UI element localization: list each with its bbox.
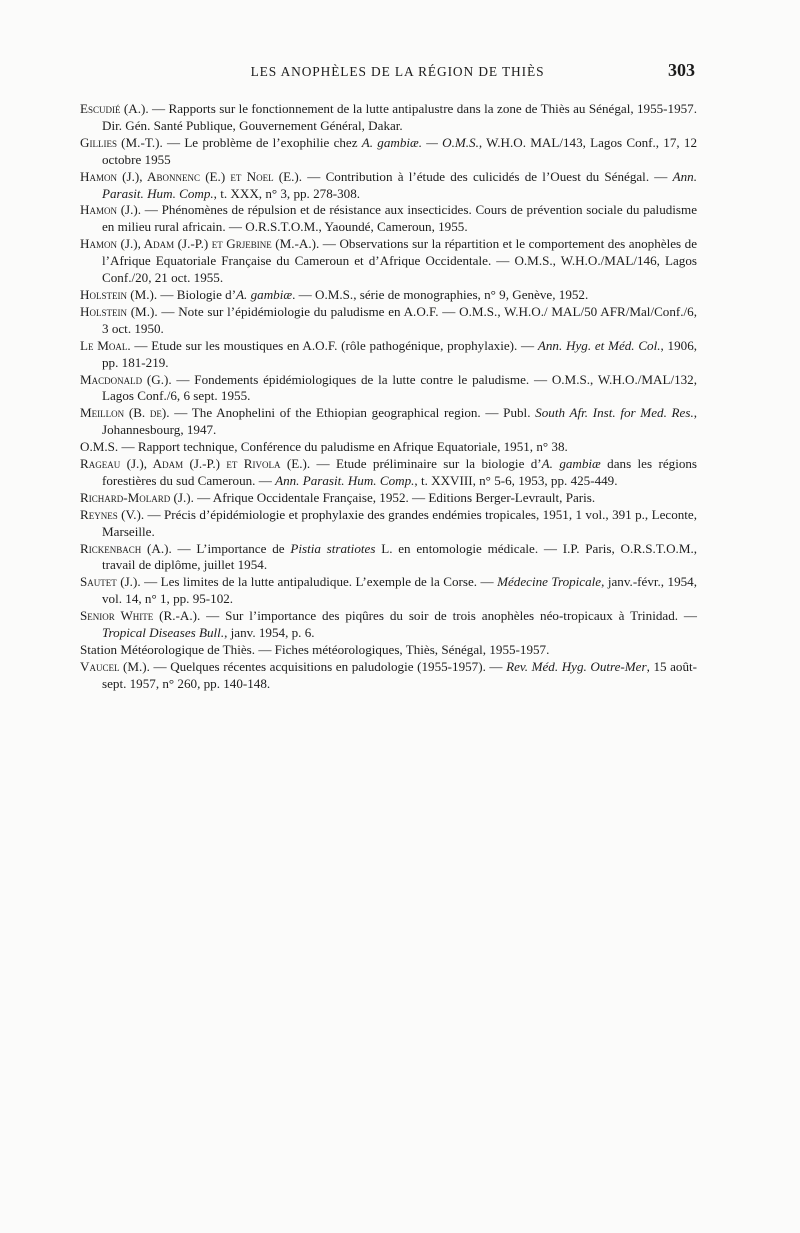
reference-authors: O.M.S.: [80, 439, 119, 455]
reference-text: Biologie d’: [176, 286, 237, 302]
reference-italic-text: A. gambiæ: [541, 456, 601, 472]
reference-text: , W.H.O. MAL/143, Lagos Conf., 17, 12 octobre 1955: [102, 134, 697, 167]
reference-text: Précis d’épidémiologie et prophylaxie des grandes endémies tropicales, 1951, 1 vol., 391 p., Leconte, Marseille.: [102, 506, 698, 539]
reference-text: L’importance de: [196, 540, 291, 556]
reference-authors: Escudié (A.).: [80, 101, 149, 116]
reference-text: Rapport technique, Conférence du paludisme en Afrique Equatoriale, 1951, n° 38.: [137, 439, 568, 455]
reference-text: L. en entomologie médicale. — I.P. Paris, O.R.S.T.O.M., travail de diplôme, juillet 1954.: [102, 540, 698, 573]
reference-entry: Rickenbach (A.). — L’importance de Pistia stratiotes L. en entomologie médicale. — I.P. Paris, O.R.S.T.O.M., travail de diplôme, juillet 1954.: [80, 540, 698, 573]
reference-authors: Macdonald (G.).: [80, 371, 172, 387]
reference-entry: Reynes (V.). — Précis d’épidémiologie et prophylaxie des grandes endémies tropicales, 1951, 1 vol., 391 p., Leconte, Marseille.: [80, 506, 698, 539]
reference-text: Etude préliminaire sur la biologie d’: [335, 456, 542, 472]
reference-text: Rapports sur le fonctionnement de la lutte antipalustre dans la zone de Thiès au Sénégal, 1955-1957. Dir. Gén. Santé Publique, Gouvernement Général, Dakar.: [102, 101, 698, 133]
reference-text: , 1906, pp. 181-219.: [102, 337, 698, 370]
reference-authors: Hamon (J.), Adam (J.-P.) et Grjebine (M.-A.).: [80, 236, 320, 252]
reference-entry: Senior White (R.-A.). — Sur l’importance des piqûres du soir de trois anophèles néo-tropicaux à Trinidad. — Tropical Diseases Bull., janv. 1954, p. 6.: [80, 608, 698, 641]
reference-entry: Meillon (B. de). — The Anophelini of the Ethiopian geographical region. — Publ. South Afr. Inst. for Med. Res., Johannesbourg, 1947.: [80, 405, 698, 438]
reference-entry: [80, 642, 697, 659]
reference-text: , 15 août-sept. 1957, n° 260, pp. 140-148.: [102, 658, 698, 691]
reference-authors: Rageau (J.), Adam (J.-P.) et Rivola (E.).: [80, 456, 311, 472]
reference-italic-text: South Afr. Inst. for Med. Res.: [535, 405, 694, 421]
reference-entry: Vaucel (M.). — Quelques récentes acquisitions en paludologie (1955-1957). — Rev. Méd. Hyg. Outre-Mer, 15 août-sept. 1957, n° 260, pp. 140-148.: [80, 658, 698, 691]
reference-authors: Holstein (M.).: [80, 303, 158, 319]
reference-text: Station Météorologique de Thiès. — Fiches météorologiques, Thiès, Sénégal, 1955-1957.: [80, 642, 550, 657]
reference-italic-text: A. gambiæ. — O.M.S.: [361, 134, 479, 150]
reference-authors: Sautet (J.).: [80, 574, 141, 590]
reference-authors: Hamon (J.), Abonnenc (E.) et Noel (E.).: [80, 168, 303, 184]
page-number: 303: [668, 60, 695, 80]
reference-italic-text: Ann. Parasit. Hum. Comp.: [275, 472, 415, 488]
reference-text: , janv.-févr., 1954, vol. 14, n° 1, pp. 95-102.: [102, 574, 698, 607]
reference-entry: Holstein (M.). — Note sur l’épidémiologie du paludisme en A.O.F. — O.M.S., W.H.O./ MAL/50 AFR/Mal/Conf./6, 3 oct. 1950.: [80, 303, 697, 336]
reference-text: The Anophelini of the Ethiopian geographical region. — Publ.: [191, 405, 536, 421]
reference-entry: Rageau (J.), Adam (J.-P.) et Rivola (E.). — Etude préliminaire sur la biologie d’A. gambiæ dans les régions forestières du sud Cameroun. — Ann. Parasit. Hum. Comp., t. XXVIII, n° 5-6, 1953, pp. 425-449.: [80, 456, 698, 488]
reference-entry: Macdonald (G.). — Fondements épidémiologiques de la lutte contre le paludisme. — O.M.S., W.H.O./MAL/132, Lagos Conf./6, 6 sept. 1955.: [80, 371, 698, 404]
running-title: LES ANOPHÈLES DE LA RÉGION DE THIÈS: [250, 64, 545, 79]
reference-authors: Senior White (R.-A.).: [80, 608, 201, 624]
reference-italic-text: Médecine Tropicale: [497, 574, 602, 590]
reference-text: Sur l’importance des piqûres du soir de trois anophèles néo-tropicaux à Trinidad. —: [225, 608, 698, 624]
reference-entry: Holstein (M.). — Biologie d’A. gambiæ. — O.M.S., série de monographies, n° 9, Genève, 1952.: [80, 286, 589, 302]
reference-text: . — O.M.S., série de monographies, n° 9, Genève, 1952.: [292, 286, 589, 302]
reference-text: Fondements épidémiologiques de la lutte contre le paludisme. — O.M.S., W.H.O./MAL/132, Lagos Conf./6, 6 sept. 1955.: [102, 371, 698, 404]
reference-text: Etude sur les moustiques en A.O.F. (rôle pathogénique, prophylaxie). —: [151, 337, 538, 353]
reference-entry: Richard-Molard (J.). — Afrique Occidentale Française, 1952. — Editions Berger-Levrault, Paris.: [80, 489, 596, 505]
reference-entry: Le Moal. — Etude sur les moustiques en A.O.F. (rôle pathogénique, prophylaxie). — Ann. Hyg. et Méd. Col., 1906, pp. 181-219.: [80, 337, 698, 370]
reference-text: , t. XXX, n° 3, pp. 278-308.: [213, 185, 361, 201]
reference-authors: Rickenbach (A.).: [80, 540, 172, 556]
reference-text: , t. XXVIII, n° 5-6, 1953, pp. 425-449.: [414, 472, 618, 488]
reference-italic-text: Pistia stratiotes: [290, 540, 376, 556]
reference-authors: Vaucel (M.).: [80, 658, 150, 674]
reference-authors: Meillon (B. de).: [80, 405, 170, 421]
reference-entry: O.M.S. — Rapport technique, Conférence du paludisme en Afrique Equatoriale, 1951, n° 38.: [80, 439, 568, 455]
reference-text: Quelques récentes acquisitions en paludologie (1955-1957). —: [170, 658, 507, 674]
reference-text: , janv. 1954, p. 6.: [224, 625, 315, 641]
reference-text: Afrique Occidentale Française, 1952. — Editions Berger-Levrault, Paris.: [212, 489, 596, 505]
reference-text: Note sur l’épidémiologie du paludisme en A.O.F. — O.M.S., W.H.O./ MAL/50 AFR/Mal/Conf./6, 3 oct. 1950.: [102, 303, 697, 336]
reference-text: Phénomènes de répulsion et de résistance aux insecticides. Cours de prévention sociale du paludisme en milieu rural africain. — O.R.S.T.O.M., Yaoundé, Cameroun, 1955.: [102, 202, 698, 235]
reference-entry: Hamon (J.), Abonnenc (E.) et Noel (E.). — Contribution à l’étude des culicidés de l’Ouest du Sénégal. — Ann. Parasit. Hum. Comp., t. XXX, n° 3, pp. 278-308.: [80, 168, 697, 201]
reference-italic-text: Rev. Méd. Hyg. Outre-Mer: [506, 658, 647, 674]
page-header: [100, 62, 695, 86]
reference-text: Le problème de l’exophilie chez: [184, 134, 362, 150]
reference-entry: Hamon (J.). — Phénomènes de répulsion et de résistance aux insecticides. Cours de prévention sociale du paludisme en milieu rural africain. — O.R.S.T.O.M., Yaoundé, Cameroun, 1955.: [80, 202, 698, 235]
reference-entry: Escudié (A.). — Rapports sur le fonctionnement de la lutte antipalustre dans la zone de Thiès au Sénégal, 1955-1957. Dir. Gén. Santé Publique, Gouvernement Général, Dakar.: [80, 101, 698, 133]
reference-authors: Reynes (V.).: [80, 506, 145, 522]
reference-entry: Hamon (J.), Adam (J.-P.) et Grjebine (M.-A.). — Observations sur la répartition et le comportement des anophèles de l’Afrique Equatoriale Française du Cameroun et d’Afrique Occidentale. — O.M.S., W.H.O./MAL/146, Lagos Conf./20, 21 oct. 1955.: [80, 236, 698, 286]
reference-italic-text: Ann. Hyg. et Méd. Col.: [537, 337, 661, 353]
reference-authors: Le Moal.: [80, 337, 131, 353]
reference-text: , Johannesbourg, 1947.: [102, 405, 698, 438]
reference-entry: Gillies (M.-T.). — Le problème de l’exophilie chez A. gambiæ. — O.M.S., W.H.O. MAL/143, Lagos Conf., 17, 12 octobre 1955: [80, 134, 697, 167]
reference-text: Observations sur la répartition et le comportement des anophèles de l’Afrique Equatoriale Française du Cameroun et d’Afrique Occidentale. — O.M.S., W.H.O./MAL/146, Lagos Conf./20, 21 oct. 1955.: [102, 236, 698, 286]
reference-authors: Holstein (M.).: [80, 286, 158, 302]
reference-italic-text: Ann. Parasit. Hum. Comp.: [102, 168, 697, 201]
reference-italic-text: A. gambiæ: [236, 286, 293, 302]
reference-authors: Hamon (J.).: [80, 202, 142, 218]
reference-list: [80, 101, 697, 693]
reference-text: dans les régions forestières du sud Cameroun. —: [102, 456, 698, 488]
reference-italic-text: Tropical Diseases Bull.: [102, 625, 225, 641]
reference-authors: Gillies (M.-T.).: [80, 134, 163, 150]
reference-text: Les limites de la lutte antipaludique. L’exemple de la Corse. —: [160, 574, 498, 590]
reference-entry: Sautet (J.). — Les limites de la lutte antipaludique. L’exemple de la Corse. — Médecine Tropicale, janv.-févr., 1954, vol. 14, n° 1, pp. 95-102.: [80, 574, 698, 607]
reference-text: Contribution à l’étude des culicidés de l’Ouest du Sénégal. —: [325, 168, 673, 184]
reference-authors: Richard-Molard (J.).: [80, 489, 194, 505]
